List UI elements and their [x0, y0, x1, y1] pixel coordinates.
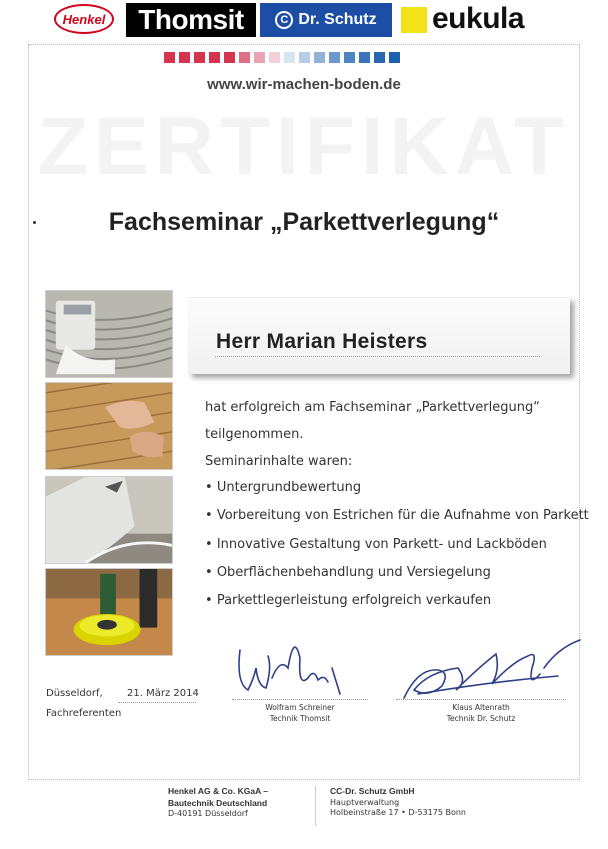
- seminar-topics-list: [205, 474, 589, 615]
- topic-item: • Oberflächenbehandlung und Versiegelung: [205, 559, 589, 587]
- topic-item: • Innovative Gestaltung von Parkett- und Lackböden: [205, 531, 589, 559]
- footer-right-company: CC-Dr. Schutz GmbH: [330, 786, 415, 796]
- signing-date: 21. März 2014: [127, 688, 199, 699]
- footer-right-address: Holbeinstraße 17 • D-53175 Bonn: [330, 808, 466, 817]
- topic-item: • Untergrundbewertung: [205, 474, 589, 502]
- photo-screed-preparation: [45, 476, 173, 564]
- signer-1: [232, 702, 368, 724]
- topic-item: • Vorbereitung von Estrichen für die Aufnahme von Parkett: [205, 502, 589, 530]
- photo-parquet-planks: [45, 382, 173, 470]
- signer-2-name: Klaus Altenrath: [452, 703, 510, 712]
- footer-left-division: Bautechnik Deutschland: [168, 797, 268, 808]
- footer-henkel-address: [168, 786, 268, 820]
- henkel-logo-text: Henkel: [62, 11, 106, 27]
- footer-left-address: D-40191 Düsseldorf: [168, 809, 248, 818]
- henkel-logo: [54, 4, 114, 34]
- signer-2-role: Technik Dr. Schutz: [446, 714, 516, 723]
- certificate-body: [205, 394, 540, 475]
- date-underline: [118, 702, 196, 703]
- zertifikat-watermark: ZERTIFIKAT: [37, 101, 571, 192]
- copyright-c-icon: C: [275, 11, 293, 29]
- website-url: www.wir-machen-boden.de: [207, 76, 401, 93]
- signer-1-name: Wolfram Schreiner: [265, 703, 335, 712]
- signer-1-role: Technik Thomsit: [269, 714, 331, 723]
- handwritten-signatures: [228, 628, 588, 708]
- footer-drschutz-address: [330, 786, 466, 819]
- eukula-square-icon: [401, 7, 427, 33]
- signature-line-1: [232, 699, 368, 700]
- body-line-2: teilgenommen.: [205, 427, 304, 442]
- footer-right-division: Hauptverwaltung: [330, 797, 400, 807]
- photo-floor-sanding-machine: [45, 568, 173, 656]
- dr-schutz-logo-text: Dr. Schutz: [298, 11, 377, 28]
- signing-place: Düsseldorf,: [46, 688, 103, 699]
- name-underline: [215, 356, 540, 357]
- body-line-1: hat erfolgreich am Fachseminar „Parkettverlegung“: [205, 400, 540, 415]
- dr-schutz-logo: [260, 3, 392, 37]
- body-line-3: Seminarinhalte waren:: [205, 454, 353, 469]
- fachreferenten-label: Fachreferenten: [46, 708, 122, 719]
- topic-item: • Parkettlegerleistung erfolgreich verkaufen: [205, 587, 589, 615]
- footer-left-company: Henkel AG & Co. KGaA –: [168, 786, 268, 796]
- eukula-logo-text: eukula: [432, 2, 525, 35]
- thomsit-logo: [126, 3, 256, 37]
- certificate-title: Fachseminar „Parkettverlegung“: [108, 208, 500, 236]
- photo-adhesive-trowel: [45, 290, 173, 378]
- signer-2: [396, 702, 566, 724]
- thomsit-logo-text: Thomsit: [138, 4, 244, 35]
- recipient-name: Herr Marian Heisters: [216, 330, 428, 353]
- signature-line-2: [396, 699, 566, 700]
- footer-divider: [315, 786, 316, 826]
